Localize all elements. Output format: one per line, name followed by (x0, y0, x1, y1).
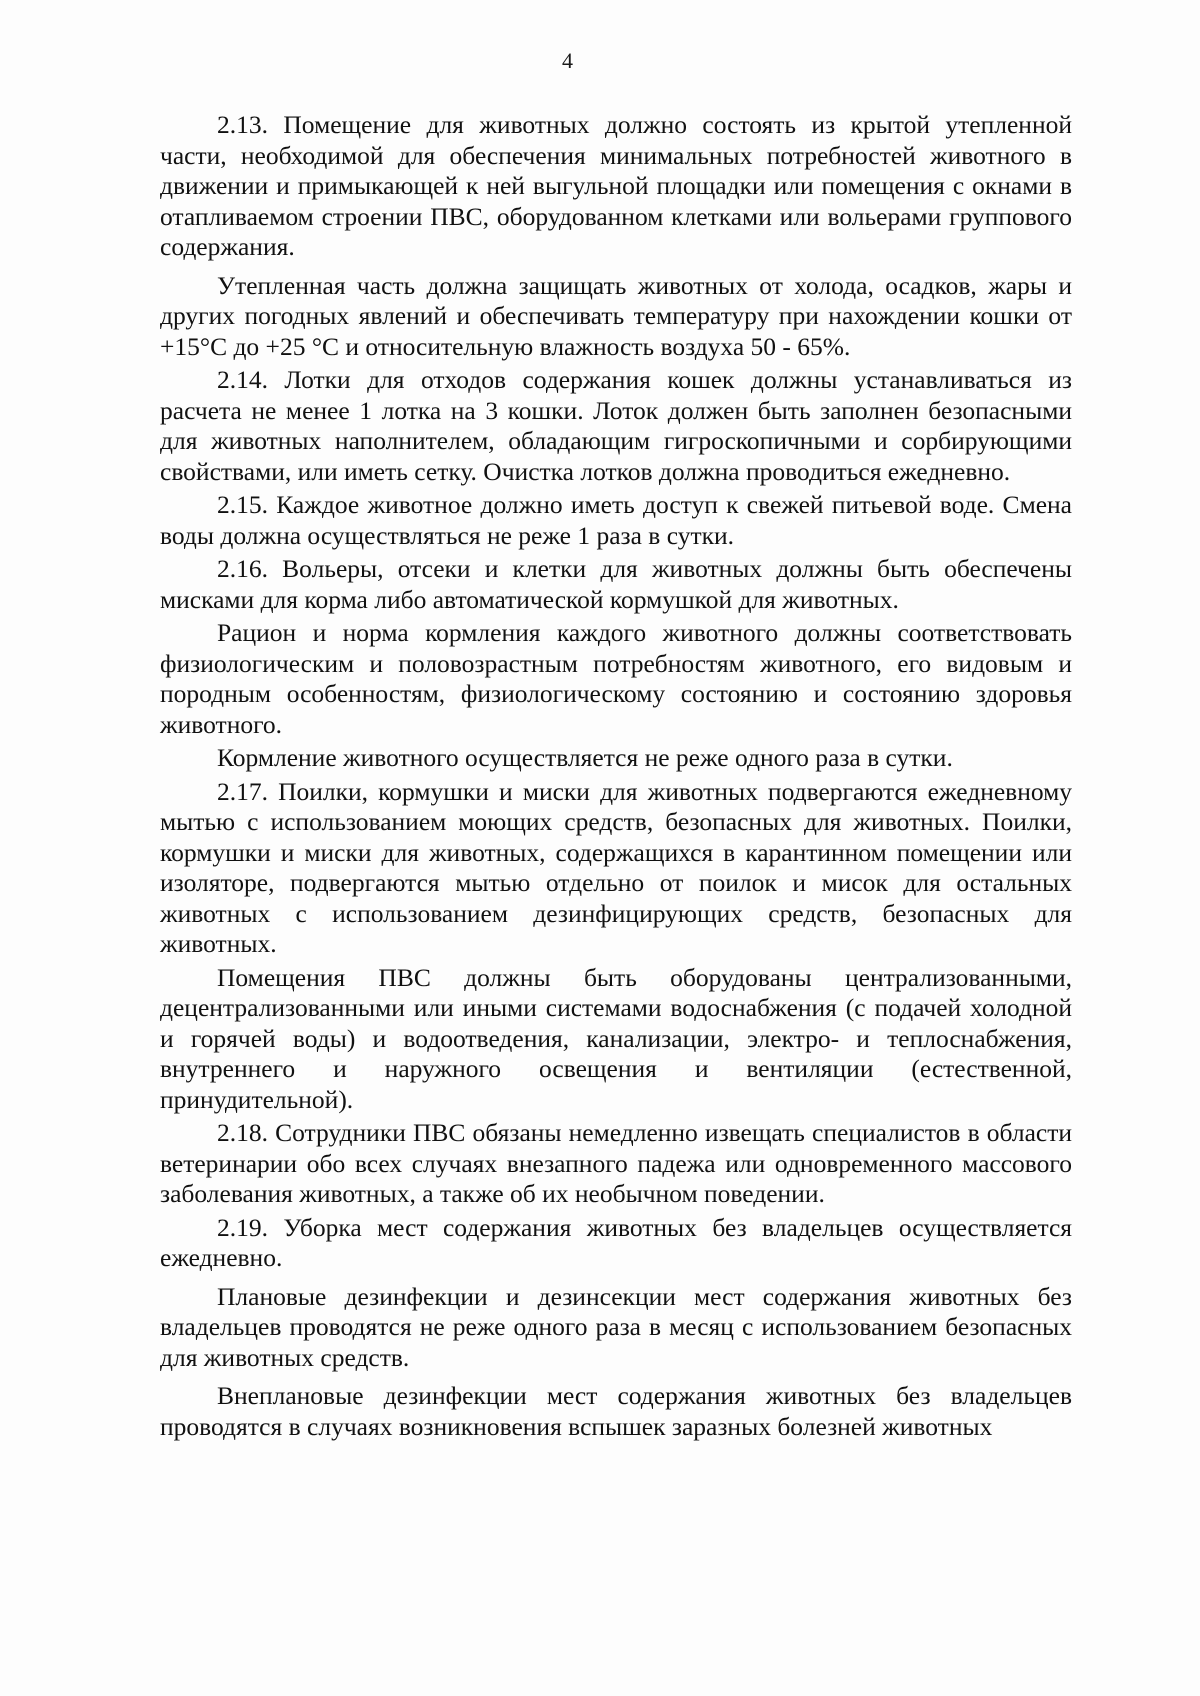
paragraph-2-13: 2.13. Помещение для животных должно состоять из крытой утепленной части, необходимой для обеспечения минимальных потребностей животного в движении и примыкающей к ней выгульной площадки или помещения с окнами в отапливаемом строении ПВС, оборудованном клетками или вольерами группового содержания. (160, 110, 1072, 261)
paragraph-2-19: 2.19. Уборка мест содержания животных без владельцев осуществляется ежедневно. (160, 1212, 1072, 1272)
document-body (160, 110, 1072, 1445)
paragraph-unplanned-disinfection: Внеплановые дезинфекции мест содержания животных без владельцев проводятся в случаях возникновения вспышек заразных болезней животных (160, 1381, 1072, 1441)
paragraph-2-16: 2.16. Вольеры, отсеки и клетки для животных должны быть обеспечены мисками для корма либо автоматической кормушкой для животных. (160, 554, 1072, 614)
paragraph-heated-part: Утепленная часть должна защищать животных от холода, осадков, жары и других погодных явлений и обеспечивать температуру при нахождении кошки от +15°С до +25 °С и относительную влажность воздуха 50 - 65%. (160, 270, 1072, 361)
paragraph-planned-disinfection: Плановые дезинфекции и дезинсекции мест содержания животных без владельцев проводятся не реже одного раза в месяц с использованием безопасных для животных средств. (160, 1281, 1072, 1372)
paragraph-utilities: Помещения ПВС должны быть оборудованы централизованными, децентрализованными или иными системами водоснабжения (с подачей холодной и горячей воды) и водоотведения, канализации, электро- и теплоснабжения, внутреннего и наружного освещения и вентиляции (естественной, принудительной). (160, 962, 1072, 1114)
paragraph-2-17: 2.17. Поилки, кормушки и миски для животных подвергаются ежедневному мытью с использованием моющих средств, безопасных для животных. Поилки, кормушки и миски для животных, содержащихся в карантинном помещении или изоляторе, подвергаются мытью отдельно от поилок и мисок для остальных животных с использованием дезинфицирующих средств, безопасных для животных. (160, 776, 1072, 958)
paragraph-diet: Рацион и норма кормления каждого животного должны соответствовать физиологическим и половозрастным потребностям животного, его видовым и породным особенностям, физиологическому состоянию и состоянию здоровья животного. (160, 618, 1072, 739)
page-number: 4 (562, 48, 573, 73)
paragraph-2-15: 2.15. Каждое животное должно иметь доступ к свежей питьевой воде. Смена воды должна осуществляться не реже 1 раза в сутки. (160, 490, 1072, 550)
paragraph-2-18: 2.18. Сотрудники ПВС обязаны немедленно извещать специалистов в области ветеринарии обо всех случаях внезапного падежа или одновременного массового заболевания животных, а также об их необычном поведении. (160, 1118, 1072, 1208)
paragraph-feeding: Кормление животного осуществляется не реже одного раза в сутки. (217, 743, 953, 772)
paragraph-2-14: 2.14. Лотки для отходов содержания кошек должны устанавливаться из расчета не менее 1 лотка на 3 кошки. Лоток должен быть заполнен безопасными для животных наполнителем, обладающим гигроскопичными и сорбирующими свойствами, или иметь сетку. Очистка лотков должна проводиться ежедневно. (160, 365, 1072, 486)
